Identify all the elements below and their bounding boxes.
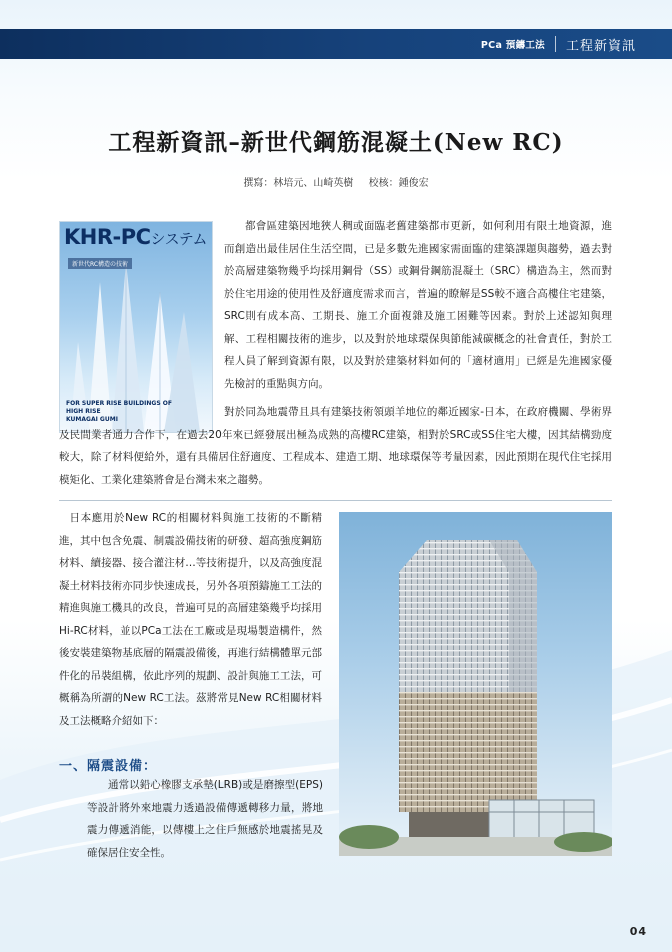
section-heading-seismic-isolation: 一、隔震設備：	[59, 759, 158, 774]
header-section-label: 工程新資訊	[565, 38, 636, 54]
paragraph-japan	[59, 401, 612, 491]
paragraph-japan-text: 對於同為地震帶且具有建築技術領頭羊地位的鄰近國家-日本，在政府機關、學術界及民間業者通力合作下，在過去20年來已經發展出極為成熟的高樓RC建築，相對於SRC或SS住宅大樓，因其結構勁度較大，除了材料便給外，還有具備居住舒適度、工程成本、建造工期、地球環保等考量因素，因此預期在現代住宅採用模矩化、工業化建築將會是台灣未來之趨勢。	[59, 406, 612, 486]
cover-caption-line3: KUMAGAI GUMI	[66, 416, 118, 423]
cover-title-latin: KHR-PC	[64, 225, 151, 249]
cover-caption-line1: FOR SUPER RISE BUILDINGS OF	[66, 400, 172, 407]
section-divider	[59, 500, 612, 501]
tower-building-graphic	[339, 512, 612, 856]
header-band	[0, 29, 672, 59]
cover-subtitle: 新世代RC構造の技術	[68, 258, 132, 269]
paragraph-new-rc: 日本應用於New RC的相關材料與施工技術的不斷精進，其中包含免震、制震設備技術的研發、超高強度鋼筋材料、續接器、接合灌注材…等技術提升，以及高強度混凝土材料技術亦同步快速成長，另外各項預鑄施工工法的精進與施工機具的改良，普遍可見的高層建築幾乎均採用Hi-RC材料，並以PCa工法在工廠或是現場製造構件，然後安裝建築物基底層的隔震設備後，再進行結構體單元部件化的吊裝組構，依此序列的規劃、設計與施工工法，可概稱為所謂的New RC工法。茲將常見New RC相關材料及工法概略介紹如下：	[59, 512, 322, 727]
cover-title	[64, 225, 207, 249]
page-number: 04	[629, 925, 647, 938]
reviewer: 校核：鍾俊宏	[368, 178, 429, 189]
building-photo	[339, 512, 612, 856]
paragraph-seismic-isolation: 通常以鉛心橡膠支承墊(LRB)或是磨擦型(EPS)等設計將外來地震力透過設備傳遞轉移力量，將地震力傳遞消能，以傳樓上之住戶無感於地震搖晃及確保居住安全性。	[87, 779, 323, 859]
byline	[0, 174, 672, 189]
header-series-label: PCa 預鑄工法	[480, 40, 545, 51]
paragraph-intro: 都會區建築因地狹人稠或面臨老舊建築都市更新，如何利用有限土地資源，進而創造出最佳居住生活空間，已是多數先進國家需面臨的建築課題與趨勢，過去對於高層建築物幾乎均採用鋼骨（SS）或鋼骨鋼筋混凝土（SRC）構造為主，然而對於住宅用途的使用性及舒適度需求而言，普遍的瞭解是SS較不適合高樓住宅建築，SRC則有成本高、工期長、施工介面複雜及施工困難等因素。對於上述認知與理解、工程相關技術的進步，以及對於地球環保與節能減碳概念的社會責任，對於工程人員了解到資源有限，以及對於建築材料如何的「適材適用」已經是先進國家優先檢討的重點與方向。	[224, 220, 612, 390]
cover-title-kana: システム	[150, 230, 208, 248]
header-divider	[555, 36, 556, 52]
article-title: 工程新資訊–新世代鋼筋混凝土(New RC)	[108, 129, 564, 156]
cover-caption-line2: HIGH RISE	[66, 408, 101, 415]
authors: 撰寫：林培元、山崎英樹	[243, 178, 354, 189]
